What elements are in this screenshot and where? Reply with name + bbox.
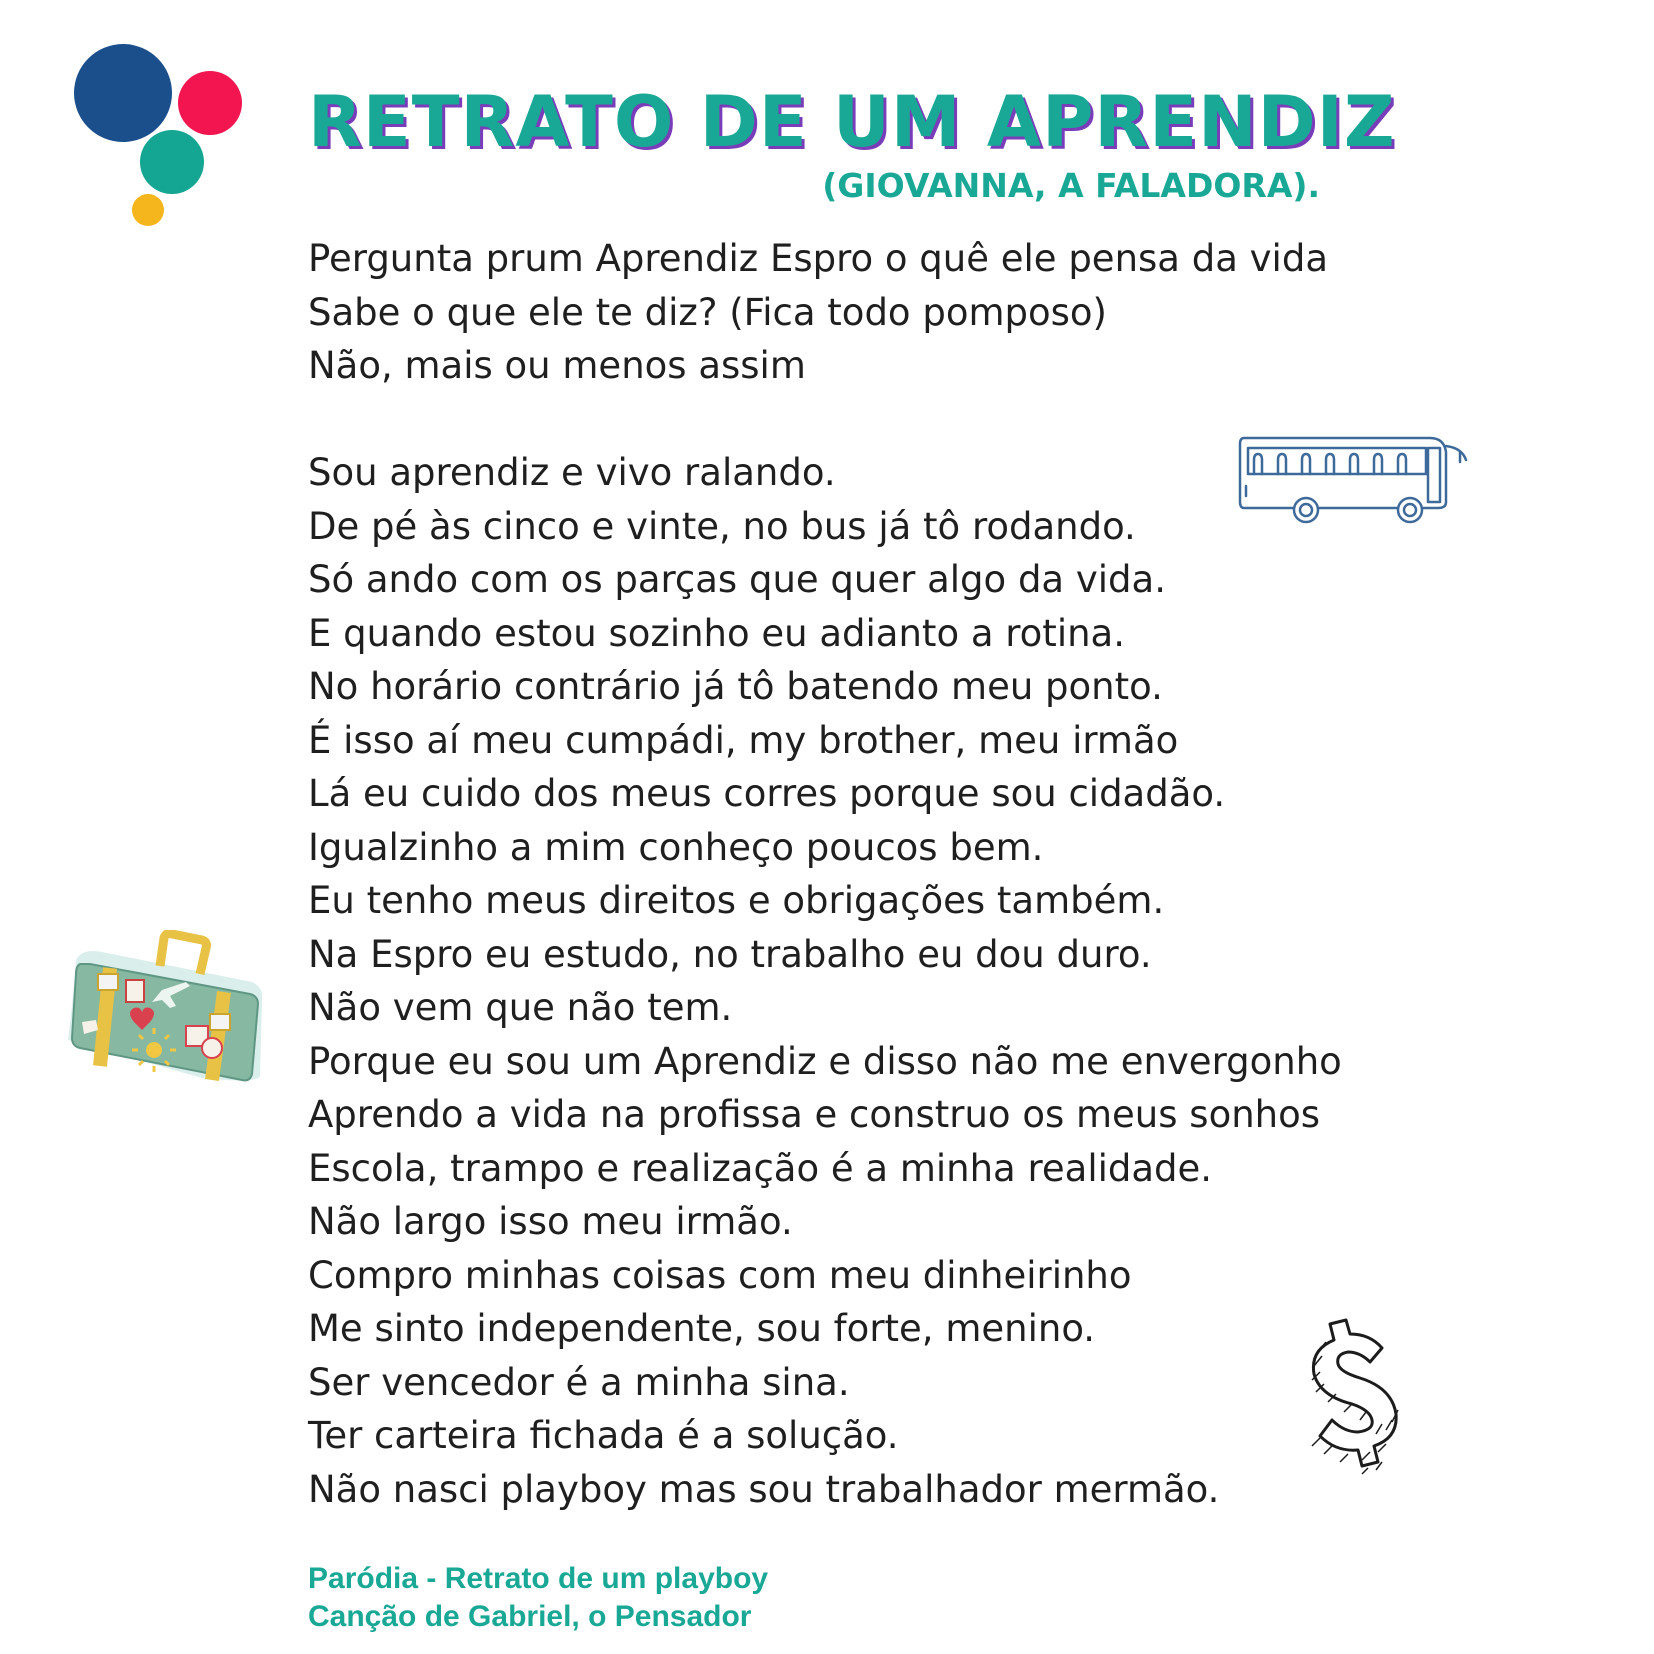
verse-line: Sabe o que ele te diz? (Fica todo pomposo) xyxy=(308,290,1107,334)
page-subtitle: (GIOVANNA, A FALADORA). xyxy=(822,166,1320,205)
dollar-sign-icon xyxy=(1296,1316,1426,1476)
bus-icon xyxy=(1238,434,1478,526)
verse-line: Não largo isso meu irmão. xyxy=(308,1200,793,1243)
verse-line: Só ando com os parças que quer algo da vida. xyxy=(308,558,1166,601)
suitcase-icon xyxy=(62,930,270,1090)
verse-line: Sou aprendiz e vivo ralando. xyxy=(308,451,836,494)
verse-line: Aprendo a vida na profissa e construo os meus sonhos xyxy=(308,1093,1321,1136)
verse-line: Escola, trampo e realização é a minha realidade. xyxy=(308,1146,1213,1190)
verse-line: Igualzinho a mim conheço poucos bem. xyxy=(308,825,1044,869)
logo-dot-teal xyxy=(140,130,204,194)
verse-line: É isso aí meu cumpádi, my brother, meu irmão xyxy=(308,718,1179,762)
credits xyxy=(308,1560,768,1636)
verse-line: Lá eu cuido dos meus corres porque sou cidadão. xyxy=(308,772,1226,815)
verse-line: Não nasci playboy mas sou trabalhador mermão. xyxy=(308,1467,1220,1511)
verse-line: Eu tenho meus direitos e obrigações também. xyxy=(308,879,1165,922)
verse-line: E quando estou sozinho eu adianto a rotina. xyxy=(308,611,1125,655)
poem xyxy=(308,232,1368,1570)
credit-parody: Paródia - Retrato de um playboy xyxy=(308,1562,769,1595)
verse-line: Compro minhas coisas com meu dinheirinho xyxy=(308,1253,1132,1297)
verse-line: Pergunta prum Aprendiz Espro o quê ele pensa da vida xyxy=(308,237,1328,280)
verse-line: Ser vencedor é a minha sina. xyxy=(308,1360,850,1404)
credit-song: Canção de Gabriel, o Pensador xyxy=(308,1600,752,1633)
page-title: RETRATO DE UM APRENDIZ xyxy=(308,81,1396,163)
logo-dot-yellow xyxy=(132,194,164,226)
verse-line: No horário contrário já tô batendo meu ponto. xyxy=(308,665,1163,708)
verse-line: Ter carteira fichada é a solução. xyxy=(308,1414,899,1457)
stanza-2 xyxy=(308,446,1368,1516)
logo-dot-blue xyxy=(74,44,172,142)
logo-dot-pink xyxy=(178,71,242,135)
verse-line: Me sinto independente, sou forte, menino. xyxy=(308,1307,1096,1350)
verse-line: Na Espro eu estudo, no trabalho eu dou duro. xyxy=(308,932,1152,976)
verse-line: Não, mais ou menos assim xyxy=(308,344,806,387)
stanza-1 xyxy=(308,232,1368,393)
verse-line: Porque eu sou um Aprendiz e disso não me envergonho xyxy=(308,1039,1342,1083)
verse-line: Não vem que não tem. xyxy=(308,986,733,1029)
verse-line: De pé às cinco e vinte, no bus já tô rodando. xyxy=(308,504,1136,548)
